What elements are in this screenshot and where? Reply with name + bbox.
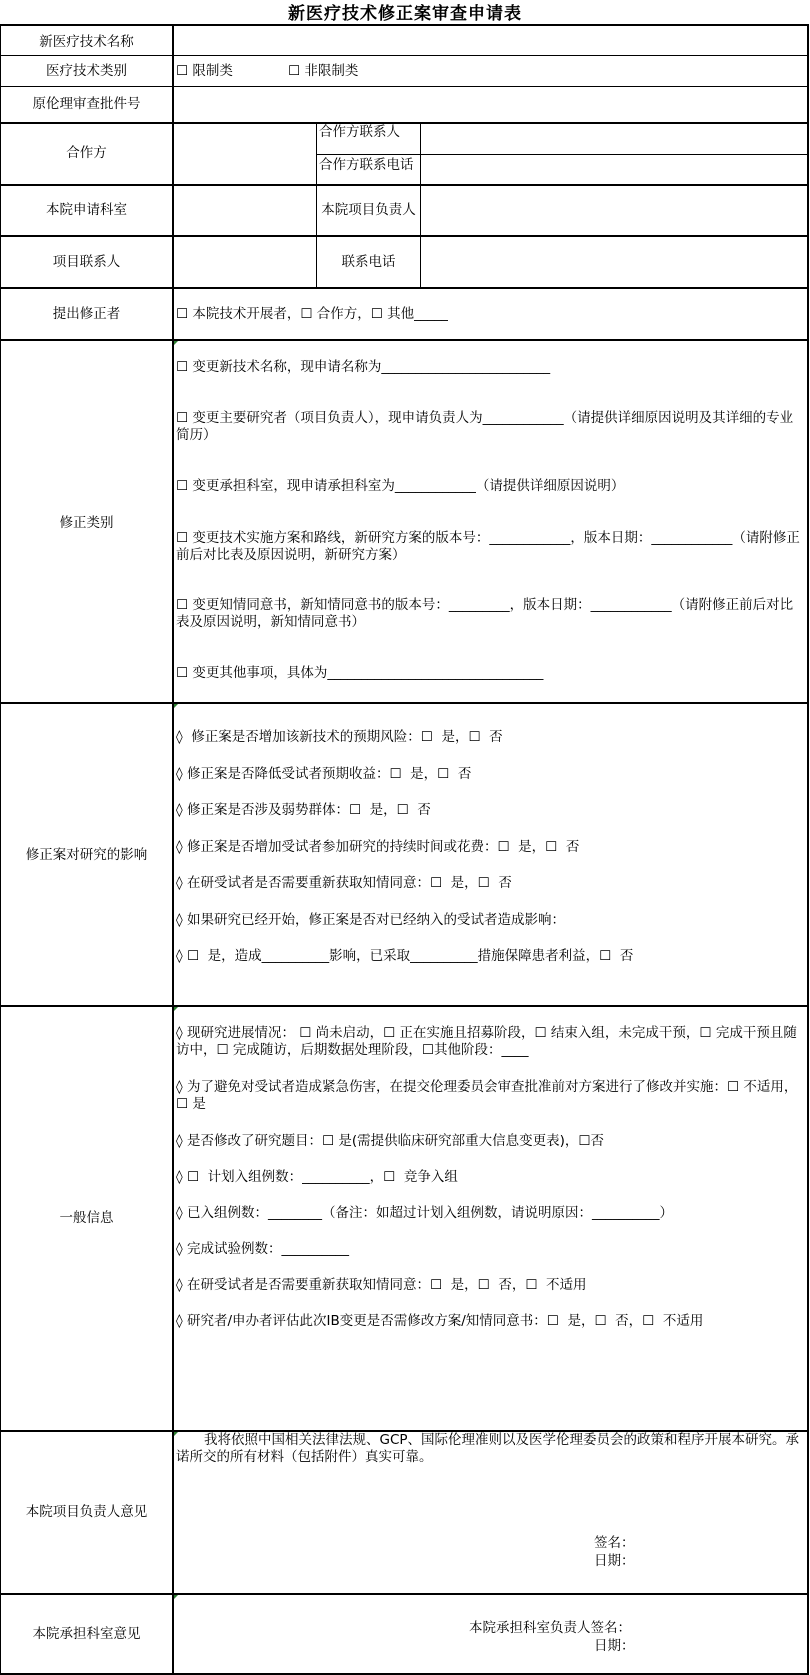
general-info-label: 一般信息 <box>59 1210 114 1226</box>
ethics-approval-no-field[interactable] <box>176 90 804 120</box>
impact-label: 修正案对研究的影响 <box>25 847 148 863</box>
general-item-progress[interactable]: ◊ 现研究进展情况： ☐ 尚未启动，☐ 正在实施且招募阶段，☐ 结束入组，未完成干预，☐ 完成干预且随访中，☐ 完成随访，后期数据处理阶段，☐其他阶段：____ <box>176 1025 797 1058</box>
partner-field[interactable] <box>176 126 314 182</box>
tech-name-label: 新医疗技术名称 <box>39 34 134 50</box>
impact-item-measures[interactable]: ◊ ☐ 是，造成__________影响，已采取__________措施保障患者利益，☐ 否 <box>176 948 634 964</box>
cell-comment-mark <box>174 1595 178 1599</box>
amend-item-other[interactable]: ☐ 变更其他事项，具体为________________________________ <box>176 665 544 681</box>
general-item-emergency[interactable]: ◊ 为了避免对受试者造成紧急伤害，在提交伦理委员会审查批准前对方案进行了修改并实施：☐ 不适用，☐ 是 <box>176 1079 798 1112</box>
frame-top <box>0 24 809 26</box>
pi-signature-label: 签名： <box>594 1535 635 1551</box>
tech-name-field[interactable] <box>176 30 804 54</box>
proposer-label: 提出修正者 <box>52 306 121 322</box>
pi-date-label: 日期： <box>594 1553 635 1569</box>
general-item-reconsent[interactable]: ◊ 在研受试者是否需要重新获取知情同意：☐ 是，☐ 否，☐ 不适用 <box>176 1277 587 1293</box>
cell-comment-mark <box>174 341 178 345</box>
amend-item-plan[interactable]: ☐ 变更技术实施方案和路线，新研究方案的版本号：____________，版本日期：____________（请附修正前后对比表及原因说明，新研究方案） <box>176 530 800 563</box>
frame-right <box>807 24 809 1675</box>
tech-type-unrestricted-checkbox[interactable]: ☐ 非限制类 <box>288 63 359 79</box>
amendment-type-label: 修正类别 <box>59 515 114 531</box>
pi-statement: 我将依照中国相关法律法规、GCP、国际伦理准则以及医学伦理委员会的政策和程序开展本研究。承诺所交的所有材料（包括附件）真实可靠。 <box>176 1432 800 1465</box>
proposer-options[interactable]: ☐ 本院技术开展者，☐ 合作方，☐ 其他_____ <box>176 306 448 322</box>
tech-type-label: 医疗技术类别 <box>46 63 127 79</box>
impact-item-vulnerable[interactable]: ◊ 修正案是否涉及弱势群体：☐ 是，☐ 否 <box>176 802 431 818</box>
partner-contact-field[interactable] <box>424 126 804 152</box>
project-contact-field[interactable] <box>176 240 314 285</box>
general-item-completed[interactable]: ◊ 完成试验例数：__________ <box>176 1241 349 1257</box>
dept-date-label: 日期： <box>594 1638 635 1654</box>
ethics-approval-no-label: 原伦理审查批件号 <box>32 96 141 112</box>
amend-item-dept[interactable]: ☐ 变更承担科室，现申请承担科室为____________（请提供详细原因说明） <box>176 478 625 494</box>
partner-phone-label: 合作方联系电话 <box>319 157 414 173</box>
amend-item-pi[interactable]: ☐ 变更主要研究者（项目负责人），现申请负责人为____________（请提供详细原因说明及其详细的专业简历） <box>176 410 794 443</box>
impact-item-enrolled: ◊ 如果研究已经开始，修正案是否对已经纳入的受试者造成影响： <box>176 912 565 928</box>
applying-dept-field[interactable] <box>176 188 314 233</box>
contact-phone-field[interactable] <box>424 240 804 285</box>
impact-item-reconsent[interactable]: ◊ 在研受试者是否需要重新获取知情同意：☐ 是，☐ 否 <box>176 875 512 891</box>
cell-comment-mark <box>174 704 178 708</box>
form-title: 新医疗技术修正案审查申请表 <box>288 4 522 24</box>
partner-contact-label: 合作方联系人 <box>319 124 400 140</box>
general-item-planned[interactable]: ◊ ☐ 计划入组例数：__________，☐ 竞争入组 <box>176 1169 458 1185</box>
pi-opinion-label: 本院项目负责人意见 <box>25 1504 148 1520</box>
dept-head-signature-label: 本院承担科室负责人签名： <box>469 1620 631 1636</box>
tech-type-restricted-checkbox[interactable]: ☐ 限制类 <box>176 63 233 79</box>
cell-comment-mark <box>174 1007 178 1011</box>
dept-opinion-label: 本院承担科室意见 <box>32 1626 141 1642</box>
label-column-divider <box>172 24 174 1675</box>
general-item-ib-change[interactable]: ◊ 研究者/申办者评估此次IB变更是否需修改方案/知情同意书：☐ 是，☐ 否，☐ 不适用 <box>176 1313 704 1329</box>
project-contact-label: 项目联系人 <box>52 254 121 270</box>
general-item-enrolled[interactable]: ◊ 已入组例数：________（备注：如超过计划入组例数，请说明原因：__________） <box>176 1205 673 1221</box>
impact-item-duration[interactable]: ◊ 修正案是否增加受试者参加研究的持续时间或花费：☐ 是，☐ 否 <box>176 839 580 855</box>
project-leader-label: 本院项目负责人 <box>321 202 416 218</box>
partner-label: 合作方 <box>66 145 107 161</box>
project-leader-field[interactable] <box>424 188 804 233</box>
amend-item-name[interactable]: ☐ 变更新技术名称，现申请名称为_________________________ <box>176 359 551 375</box>
amend-item-consent[interactable]: ☐ 变更知情同意书，新知情同意书的版本号：_________，版本日期：____________（请附修正前后对比表及原因说明，新知情同意书） <box>176 597 794 630</box>
partner-phone-field[interactable] <box>424 157 804 183</box>
applying-dept-label: 本院申请科室 <box>46 202 127 218</box>
general-item-title-change[interactable]: ◊ 是否修改了研究题目：☐ 是(需提供临床研究部重大信息变更表)，☐否 <box>176 1133 604 1149</box>
impact-item-risk[interactable]: ◊ 修正案是否增加该新技术的预期风险：☐ 是，☐ 否 <box>176 729 503 745</box>
impact-item-benefit[interactable]: ◊ 修正案是否降低受试者预期收益：☐ 是，☐ 否 <box>176 766 472 782</box>
contact-phone-label: 联系电话 <box>341 254 396 270</box>
